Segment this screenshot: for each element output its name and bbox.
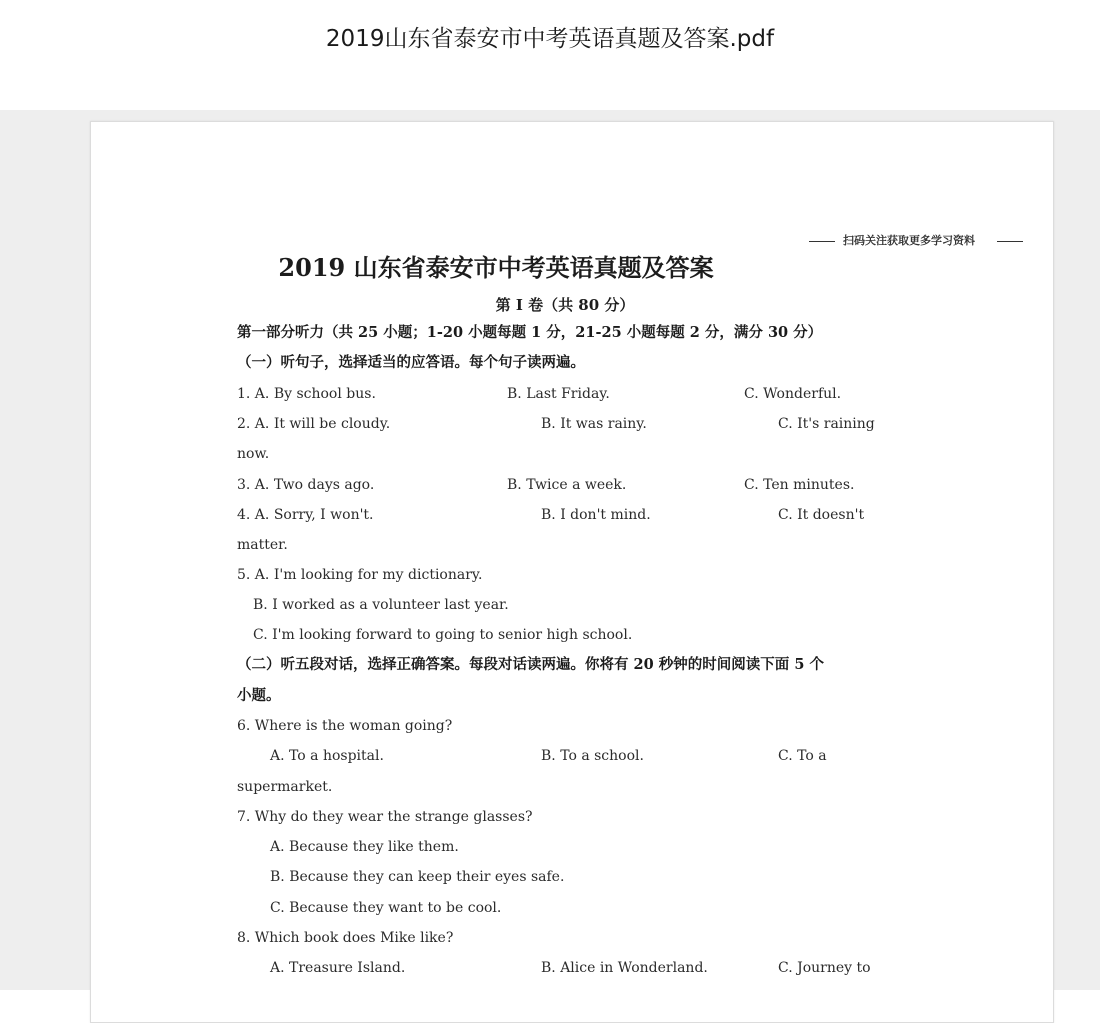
- section2-continuation: 小题。: [237, 687, 281, 704]
- q6-option-c: C. To a: [778, 748, 827, 764]
- viewer-header: [0, 0, 1100, 110]
- watermark-rule-right: [997, 241, 1023, 242]
- q6-option-b: B. To a school.: [541, 748, 644, 764]
- q7-option-c: C. Because they want to be cool.: [270, 900, 502, 916]
- part1-header: 第一部分听力（共 25 小题；1-20 小题每题 1 分，21-25 小题每题 2 分，满分 30 分）: [237, 324, 823, 341]
- q6-stem: 6. Where is the woman going?: [237, 718, 453, 734]
- document-title: 2019 山东省泰安市中考英语真题及答案: [278, 253, 714, 282]
- q4-continuation: matter.: [237, 537, 288, 553]
- q6-continuation: supermarket.: [237, 779, 333, 795]
- q1-option-c: C. Wonderful.: [744, 386, 842, 402]
- q8-stem: 8. Which book does Mike like?: [237, 930, 454, 946]
- q3-option-c: C. Ten minutes.: [744, 477, 855, 493]
- q8-option-c: C. Journey to: [778, 960, 871, 976]
- q5-option-c: C. I'm looking forward to going to senior high school.: [253, 627, 633, 643]
- q4-option-a: 4. A. Sorry, I won't.: [237, 507, 374, 523]
- q2-option-a: 2. A. It will be cloudy.: [237, 416, 391, 432]
- section1-header: （一）听句子，选择适当的应答语。每个句子读两遍。: [237, 354, 585, 371]
- q1-option-b: B. Last Friday.: [507, 386, 610, 402]
- q2-option-b: B. It was rainy.: [541, 416, 647, 432]
- q4-option-c: C. It doesn't: [778, 507, 865, 523]
- section2-header: （二）听五段对话，选择正确答案。每段对话读两遍。你将有 20 秒钟的时间阅读下面 5 个: [237, 656, 824, 673]
- q2-continuation: now.: [237, 446, 270, 462]
- q3-option-b: B. Twice a week.: [507, 477, 627, 493]
- q5-option-b: B. I worked as a volunteer last year.: [253, 597, 509, 613]
- file-title: 2019山东省泰安市中考英语真题及答案.pdf: [325, 26, 775, 52]
- q2-option-c: C. It's raining: [778, 416, 875, 432]
- q7-option-a: A. Because they like them.: [270, 839, 459, 855]
- watermark-text: 扫码关注获取更多学习资料: [843, 234, 975, 247]
- q1-option-a: 1. A. By school bus.: [237, 386, 376, 402]
- q8-option-a: A. Treasure Island.: [270, 960, 406, 976]
- q4-option-b: B. I don't mind.: [541, 507, 651, 523]
- pdf-page: [90, 121, 1054, 1023]
- q7-option-b: B. Because they can keep their eyes safe.: [270, 869, 565, 885]
- q7-stem: 7. Why do they wear the strange glasses?: [237, 809, 533, 825]
- volume-title: 第 I 卷（共 80 分）: [495, 296, 635, 314]
- q6-option-a: A. To a hospital.: [270, 748, 384, 764]
- q8-option-b: B. Alice in Wonderland.: [541, 960, 708, 976]
- q3-option-a: 3. A. Two days ago.: [237, 477, 375, 493]
- q5-option-a: 5. A. I'm looking for my dictionary.: [237, 567, 483, 583]
- watermark-rule-left: [809, 241, 835, 242]
